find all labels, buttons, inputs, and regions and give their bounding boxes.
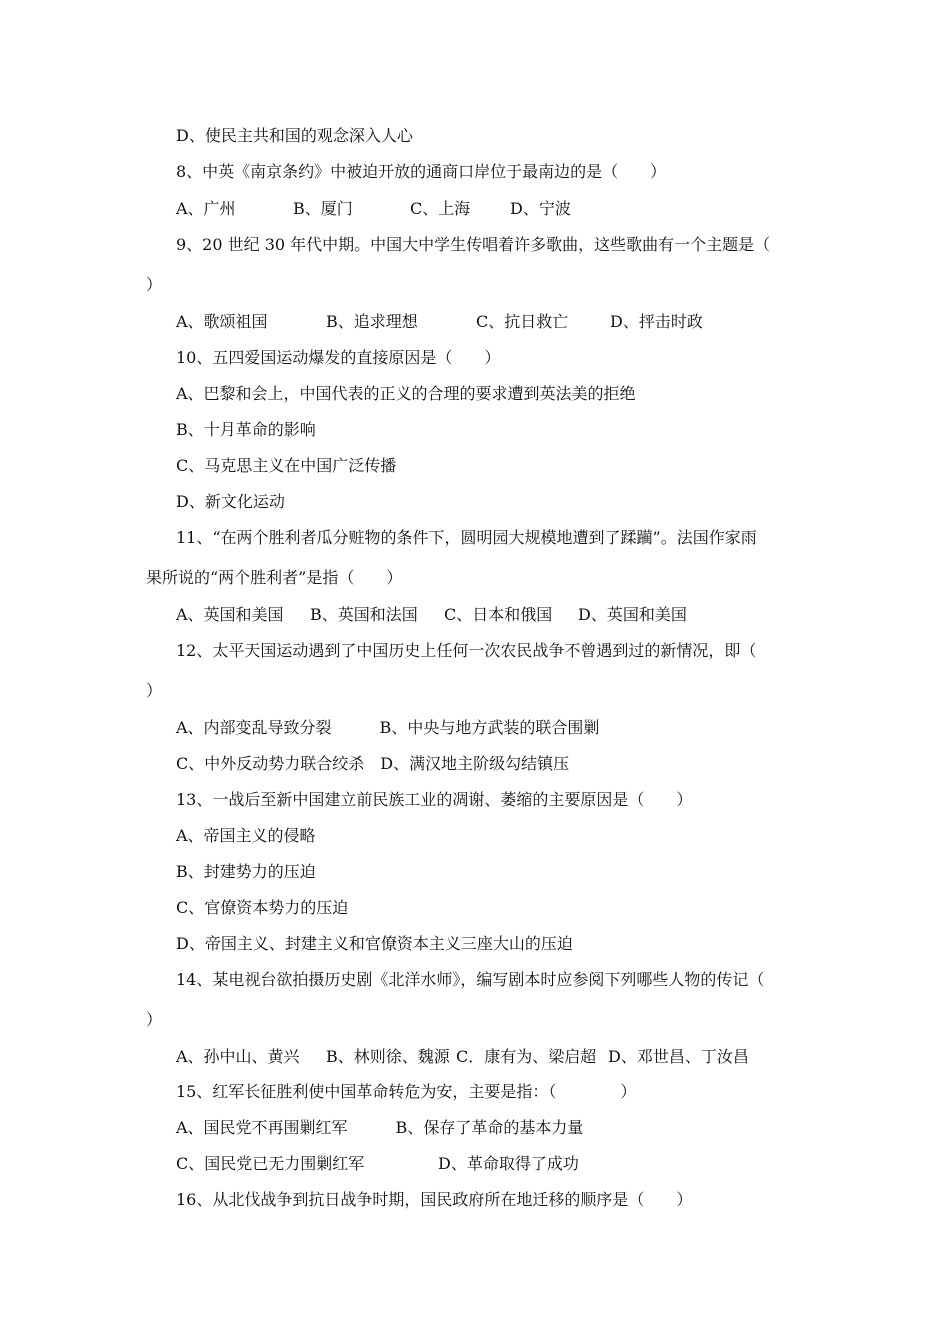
question-9-line-1: 9、20 世纪 30 年代中期。中国大中学生传唱着许多歌曲，这些歌曲有一个主题是（ [176, 235, 771, 254]
q10-option-c: C、马克思主义在中国广泛传播 [176, 456, 397, 475]
q9-option-d: D、抨击时政 [610, 312, 703, 331]
q14-option-a: A、孙中山、黄兴 [176, 1047, 300, 1066]
q8-option-b: B、厦门 [293, 199, 353, 218]
q15-options-ab: A、国民党不再围剿红军 B、保存了革命的基本力量 [176, 1118, 584, 1137]
question-12-line-2: ） [146, 681, 163, 700]
q8-option-c: C、上海 [410, 199, 471, 218]
q11-option-d: D、英国和美国 [578, 605, 687, 624]
q11-option-b: B、英国和法国 [310, 605, 418, 624]
q13-option-c: C、官僚资本势力的压迫 [176, 898, 349, 917]
q15-option-d: D、革命取得了成功 [438, 1154, 579, 1173]
q13-option-b: B、封建势力的压迫 [176, 862, 316, 881]
q8-option-a: A、广州 [176, 199, 236, 218]
q9-option-a: A、歌颂祖国 [176, 312, 268, 331]
q11-option-c: C、日本和俄国 [444, 605, 553, 624]
q10-option-d: D、新文化运动 [176, 492, 285, 511]
question-16: 16、从北伐战争到抗日战争时期，国民政府所在地迁移的顺序是（ ） [176, 1190, 693, 1209]
q13-option-d: D、帝国主义、封建主义和官僚资本主义三座大山的压迫 [176, 934, 573, 953]
question-12-line-1: 12、太平天国运动遇到了中国历史上任何一次农民战争不曾遇到过的新情况，即（ [176, 641, 757, 660]
q11-option-a: A、英国和美国 [176, 605, 284, 624]
q14-option-d: D、邓世昌、丁汝昌 [608, 1047, 749, 1066]
q14-option-c: C．康有为、梁启超 [456, 1047, 597, 1066]
q12-options-cd: C、中外反动势力联合绞杀 D、满汉地主阶级勾结镇压 [176, 754, 570, 773]
q10-option-a: A、巴黎和会上，中国代表的正义的合理的要求遭到英法美的拒绝 [176, 384, 636, 403]
q13-option-a: A、帝国主义的侵略 [176, 826, 316, 845]
q15-option-c: C、国民党已无力围剿红军 [176, 1154, 365, 1173]
question-10: 10、五四爱国运动爆发的直接原因是（ ） [176, 348, 501, 367]
question-13: 13、一战后至新中国建立前民族工业的凋谢、萎缩的主要原因是（ ） [176, 790, 693, 809]
q8-option-d: D、宁波 [510, 199, 571, 218]
question-11-line-2: 果所说的“两个胜利者”是指（ ） [146, 568, 403, 587]
q7-option-d: D、使民主共和国的观念深入人心 [176, 126, 413, 145]
q9-option-c: C、抗日救亡 [476, 312, 569, 331]
q12-options-ab: A、内部变乱导致分裂 B、中央与地方武装的联合围剿 [176, 718, 600, 737]
question-14-line-1: 14、某电视台欲拍摄历史剧《北洋水师》，编写剧本时应参阅下列哪些人物的传记（ [176, 970, 765, 989]
q9-option-b: B、追求理想 [326, 312, 418, 331]
question-8: 8、中英《南京条约》中被迫开放的通商口岸位于最南边的是（ ） [176, 162, 667, 181]
q14-option-b: B、林则徐、魏源 [326, 1047, 450, 1066]
question-9-line-2: ） [146, 275, 163, 294]
question-14-line-2: ） [146, 1010, 163, 1029]
q10-option-b: B、十月革命的影响 [176, 420, 316, 439]
question-15: 15、红军长征胜利使中国革命转危为安，主要是指：（ ） [176, 1082, 637, 1101]
question-11-line-1: 11、“在两个胜利者瓜分赃物的条件下，圆明园大规模地遭到了蹂躏”。法国作家雨 [176, 528, 757, 547]
